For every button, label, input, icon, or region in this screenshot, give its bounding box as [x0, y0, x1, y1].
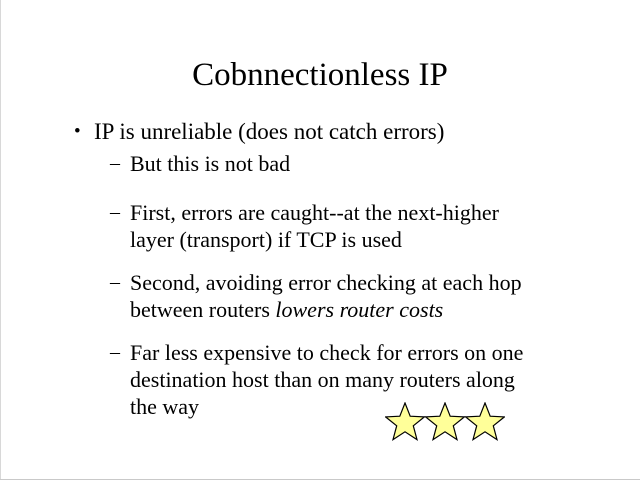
bullet-marker-dash: –: [110, 271, 120, 293]
bullet-level2-4-line1: Far less expensive to check for errors on one: [130, 340, 524, 365]
bullet-level2-1-text: But this is not bad: [130, 151, 291, 176]
slide-title: Cobnnectionless IP: [192, 57, 448, 93]
bullet-level2-2-line1: First, errors are caught--at the next-higher: [130, 200, 499, 225]
star-icon: [386, 403, 425, 440]
bullet-level2-4: [72, 339, 612, 420]
bullet-level2-2-line2: layer (transport) if TCP is used: [130, 227, 402, 252]
bullet-level2-3-line2-plain: between routers: [130, 297, 276, 322]
bullet-level2-1: [72, 150, 612, 177]
three-stars-decoration: [385, 402, 505, 444]
slide-body: [72, 118, 612, 436]
bullet-marker-dash: –: [110, 201, 120, 223]
bullet-level2-4-line2: destination host than on many routers along: [130, 367, 515, 392]
bullet-marker-dash: –: [110, 341, 120, 363]
bullet-level2-3-line2-emphasis: lowers router costs: [275, 297, 444, 322]
bullet-level1: [72, 118, 612, 146]
star-icon: [426, 403, 465, 440]
bullet-level2-4-line3: the way: [130, 394, 200, 419]
star-icon: [466, 403, 505, 440]
bullet-marker-dot: •: [74, 121, 81, 142]
bullet-level2-2: [72, 199, 612, 253]
bullet-marker-dash: –: [110, 152, 120, 174]
bullet-level2-3-line2: [130, 296, 612, 323]
bullet-level2-3: [72, 269, 612, 323]
bullet-level2-3-line1: Second, avoiding error checking at each hop: [130, 270, 522, 295]
bullet-level1-text: IP is unreliable (does not catch errors): [94, 119, 445, 144]
